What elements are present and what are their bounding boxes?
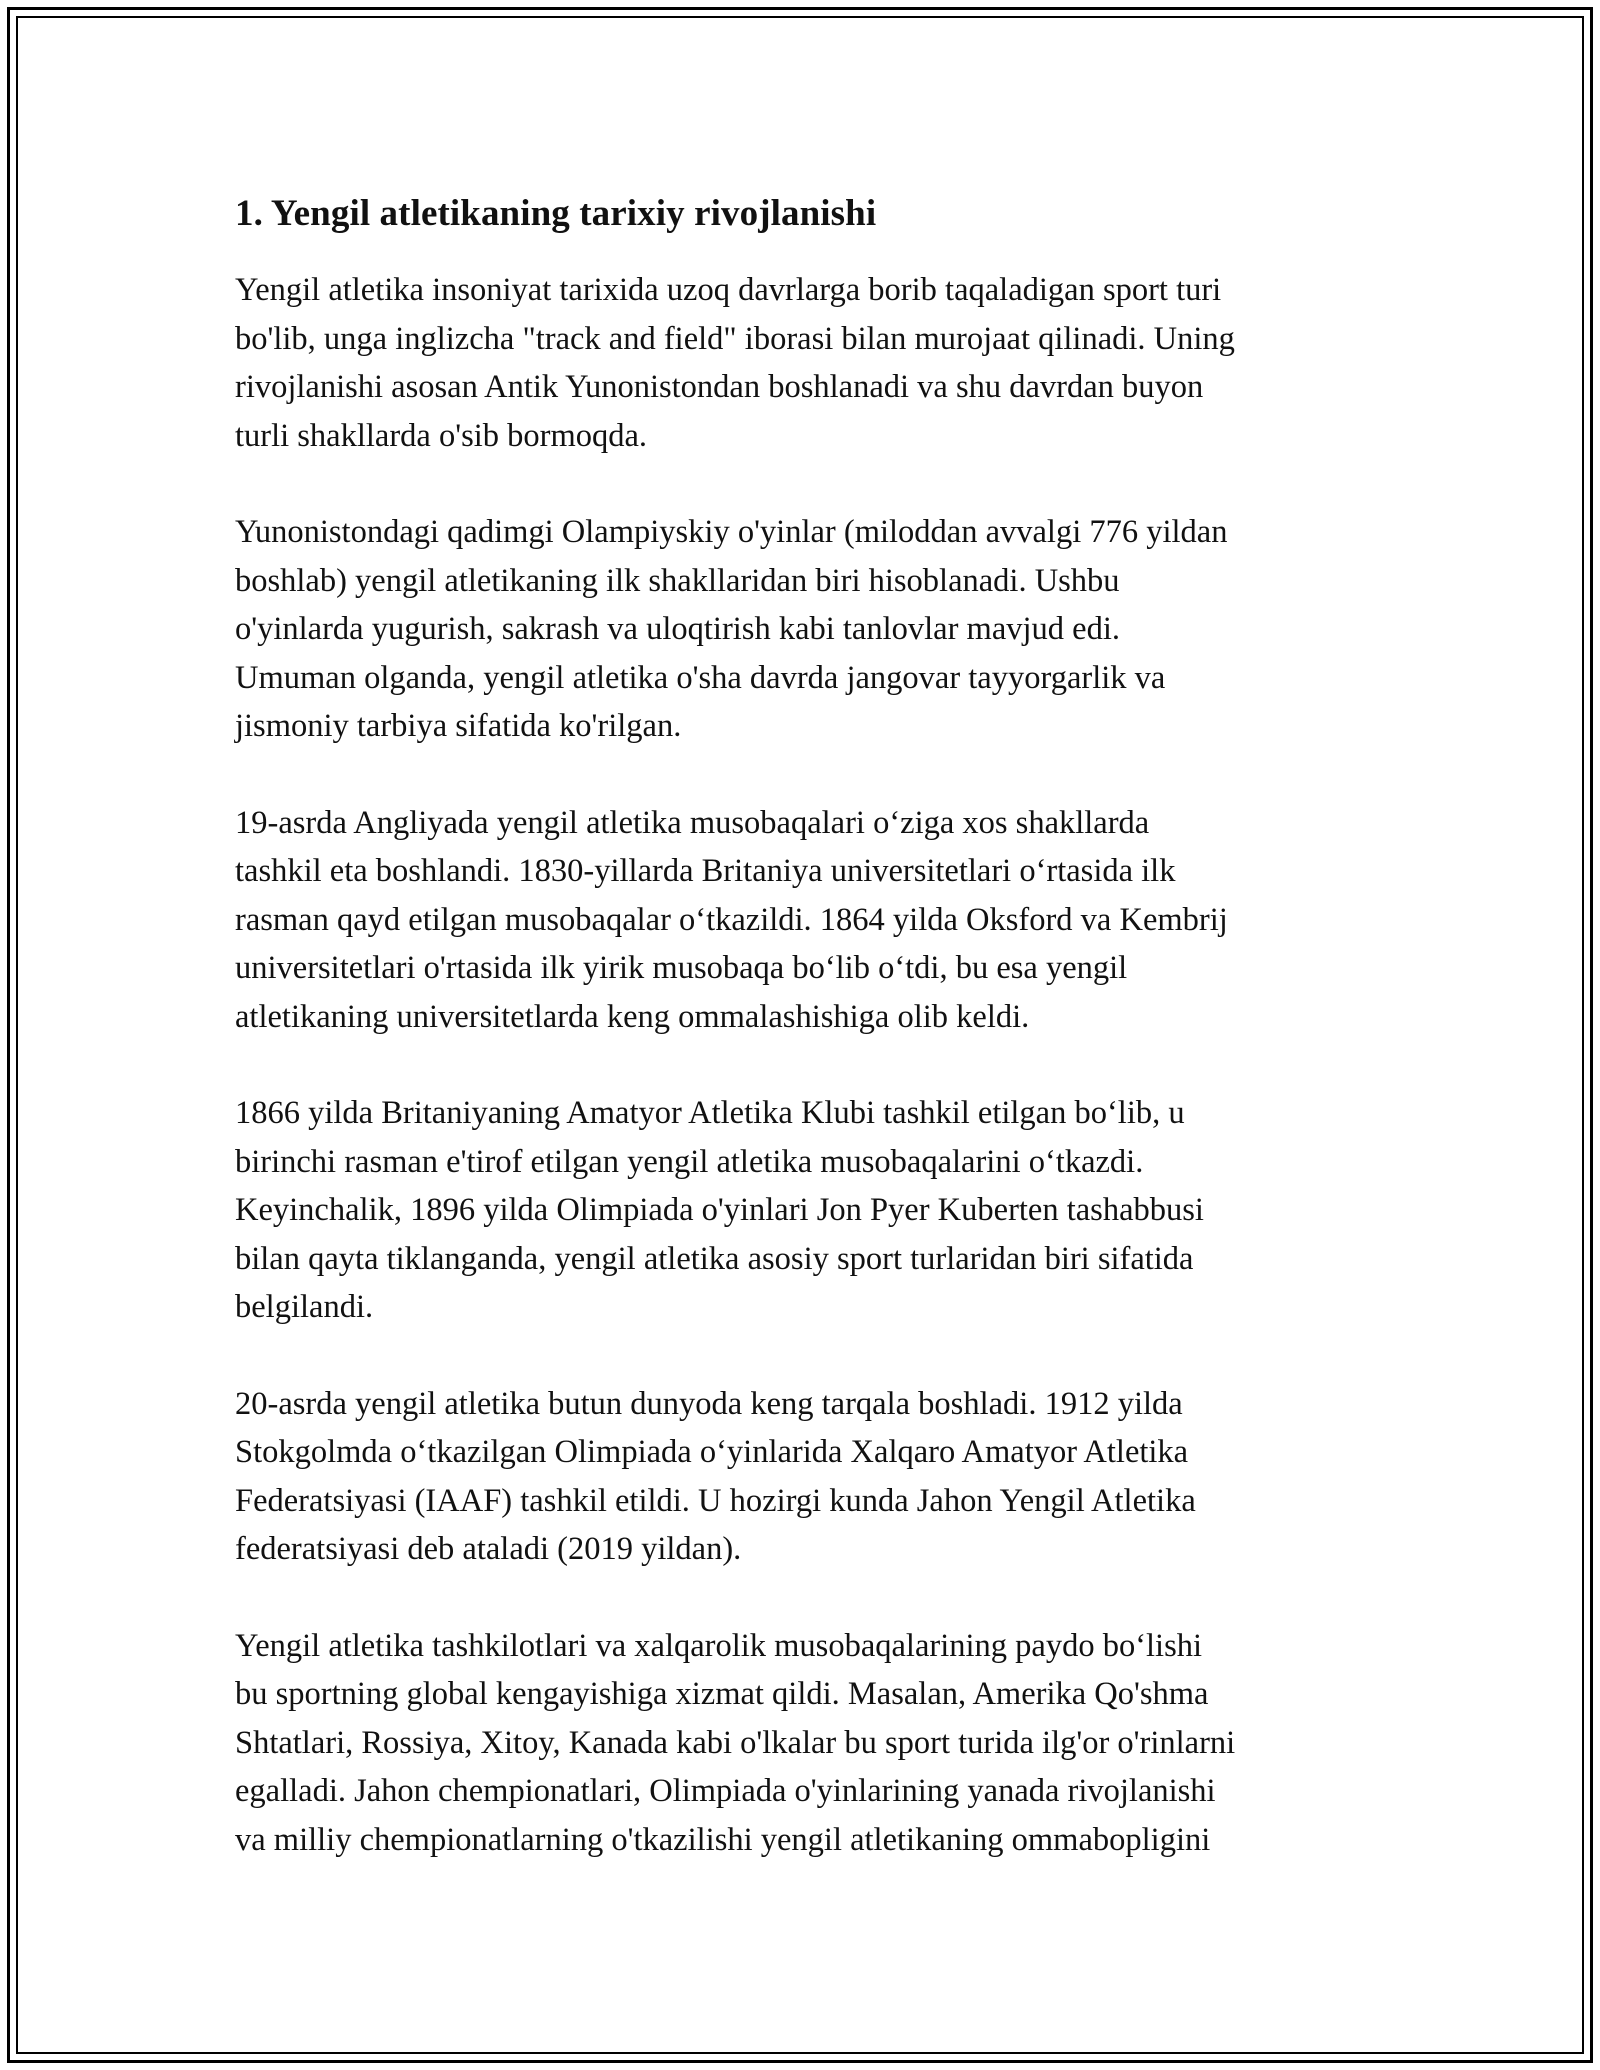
document-body (235, 188, 1380, 1912)
paragraph-5: 20-asrda yengil atletika butun dunyoda keng tarqala boshladi. 1912 yilda Stokgolmda o‘tkazilgan Olimpiada o‘yinlarida Xalqaro Amatyor Atletika Federatsiyasi (IAAF) tashkil etildi. U hozirgi kunda Jahon Yengil Atletika federatsiyasi deb ataladi (2019 yildan). (235, 1385, 1196, 1567)
section-heading: 1. Yengil atletikaning tarixiy rivojlanishi (235, 193, 877, 234)
paragraph-2: Yunonistondagi qadimgi Olampiyskiy o'yinlar (miloddan avvalgi 776 yildan boshlab) yengil atletikaning ilk shakllaridan biri hisoblanadi. Ushbu o'yinlarda yugurish, sakrash va uloqtirish kabi tanlovlar mavjud edi. Umuman olganda, yengil atletika o'sha davrda jangovar tayyorgarlik va jismoniy tarbiya sifatida ko'rilgan. (235, 514, 1228, 744)
paragraph-3: 19-asrda Angliyada yengil atletika musobaqalari o‘ziga xos shakllarda tashkil eta boshlandi. 1830-yillarda Britaniya universitetlari o‘rtasida ilk rasman qayd etilgan musobaqalar o‘tkazildi. 1864 yilda Oksford va Kembrij universitetlari o'rtasida ilk yirik musobaqa bo‘lib o‘tdi, bu esa yengil atletikaning universitetlarda keng ommalashishiga olib keldi. (235, 804, 1228, 1035)
paragraph-4: 1866 yilda Britaniyaning Amatyor Atletika Klubi tashkil etilgan bo‘lib, u birinchi rasman e'tirof etilgan yengil atletika musobaqalarini o‘tkazdi. Keyinchalik, 1896 yilda Olimpiada o'yinlari Jon Pyer Kuberten tashabbusi bilan qayta tiklanganda, yengil atletika asosiy sport turlaridan biri sifatida belgilandi. (235, 1095, 1204, 1325)
paragraph-1: Yengil atletika insoniyat tarixida uzoq davrlarga borib taqaladigan sport turi bo'lib, unga inglizcha "track and field" iborasi bilan murojaat qilinadi. Uning rivojlanishi asosan Antik Yunonistondan boshlanadi va shu davrdan buyon turli shakllarda o'sib bormoqda. (235, 272, 1235, 454)
paragraph-6: Yengil atletika tashkilotlari va xalqarolik musobaqalarining paydo bo‘lishi bu sportning global kengayishiga xizmat qildi. Masalan, Amerika Qo'shma Shtatlari, Rossiya, Xitoy, Kanada kabi o'lkalar bu sport turida ilg'or o'rinlarni egalladi. Jahon chempionatlari, Olimpiada o'yinlarining yanada rivojlanishi va milliy chempionatlarning o'tkazilishi yengil atletikaning ommabopligini (235, 1627, 1236, 1858)
